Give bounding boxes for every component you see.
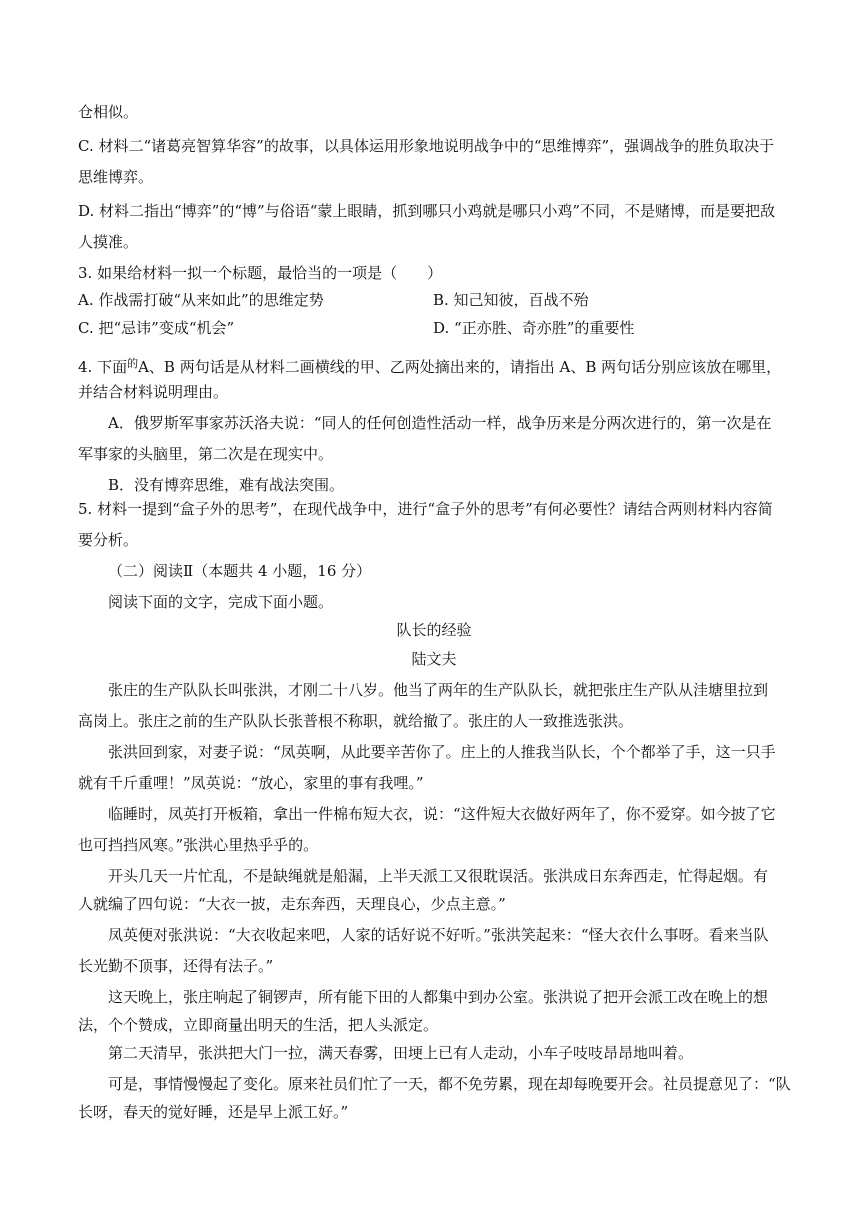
paragraph-line: 临睡时，凤英打开板箱，拿出一件棉布短大衣，说：“这件短大衣做好两年了，你不爱穿。如今披了它 <box>108 805 776 823</box>
question-4 <box>78 354 868 377</box>
option-c-text: C. 材料二“诸葛亮智算华容”的故事，以具体运用形象地说明战争中的“思维博弈”，强调战争的胜负取决于 <box>78 137 775 155</box>
question-5: 5. 材料一提到“盒子外的思考”，在现代战争中，进行“盒子外的思考”有何必要性？请结合两则材料内容简 <box>78 500 773 518</box>
paragraph-line: 也可挡挡风寒。”张洪心里热乎乎的。 <box>78 836 319 854</box>
sentence-b: B．没有博弈思维，难有战法突围。 <box>108 476 345 494</box>
text-line: 要分析。 <box>78 531 139 549</box>
paragraph-line: 长光勤不顶事，还得有法子。” <box>78 957 274 975</box>
story-author: 陆文夫 <box>411 650 457 668</box>
q3-option-a: A. 作战需打破“从来如此”的思维定势 <box>78 291 324 309</box>
text-line: 并结合材料说明理由。 <box>78 383 229 401</box>
paragraph-line: 第二天清早，张洪把大门一拉，满天春雾，田埂上已有人走动，小车子吱吱昂昂地叫着。 <box>108 1044 694 1062</box>
sentence-a: A．俄罗斯军事家苏沃洛夫说：“同人的任何创造性活动一样，战争历来是分两次进行的，第一次是在 <box>108 414 772 432</box>
paragraph-line: 张庄的生产队队长叫张洪，才刚二十八岁。他当了两年的生产队队长，就把张庄生产队从洼塘里拉到 <box>108 681 769 699</box>
question-4-number: 4. 下面 <box>78 358 128 376</box>
question-4-raised-char: 的 <box>127 357 139 370</box>
paragraph-line: 法，个个赞成，立即商量出明天的生活，把人头派定。 <box>78 1016 439 1034</box>
q3-option-b: B. 知己知彼，百战不殆 <box>433 291 589 309</box>
text-line: 仓相似。 <box>78 103 139 121</box>
text-line: 思维博弈。 <box>78 168 154 186</box>
section-heading: （二）阅读Ⅱ（本题共 4 小题，16 分） <box>108 562 372 580</box>
question-3: 3. 如果给材料一拟一个标题，最恰当的一项是（ ） <box>78 264 443 282</box>
story-title: 队长的经验 <box>396 621 472 639</box>
paragraph-line: 人就编了四句说：“大衣一披，走东奔西，天理良心，少点主意。” <box>78 895 506 913</box>
paragraph-line: 长呀，春天的觉好睡，还是早上派工好。” <box>78 1103 349 1121</box>
q3-option-c: C. 把“忌讳”变成“机会” <box>78 319 235 337</box>
question-4-text: A、B 两句话是从材料二画横线的甲、乙两处摘出来的，请指出 A、B 两句话分别应该放在哪里， <box>138 358 782 376</box>
paragraph-line: 这天晚上，张庄响起了铜锣声，所有能下田的人都集中到办公室。张洪说了把开会派工改在晚上的想 <box>108 988 769 1006</box>
text-line: 军事家的头脑里，第二次是在现实中。 <box>78 445 334 463</box>
paragraph-line: 就有千斤重哩！”凤英说：“放心，家里的事有我哩。” <box>78 774 424 792</box>
q3-option-d: D. “正亦胜、奇亦胜”的重要性 <box>433 319 635 337</box>
paragraph-line: 凤英便对张洪说：“大衣收起来吧，人家的话好说不好听。”张洪笑起来：“怪大衣什么事呀。看来当队 <box>108 926 769 944</box>
paragraph-line: 可是，事情慢慢起了变化。原来社员们忙了一天，都不免劳累，现在却每晚要开会。社员提意见了：“队 <box>108 1075 791 1093</box>
paragraph-line: 开头几天一片忙乱，不是缺绳就是船漏，上半天派工又很耽误活。张洪成日东奔西走，忙得起烟。有 <box>108 867 769 885</box>
paragraph-line: 高岗上。张庄之前的生产队队长张普根不称职，就给撤了。张庄的人一致推选张洪。 <box>78 712 634 730</box>
paragraph-line: 张洪回到家，对妻子说：“凤英啊，从此要辛苦你了。庄上的人推我当队长，个个都举了手，这一只手 <box>108 743 776 761</box>
text-line: 人摸准。 <box>78 233 139 251</box>
option-d-text: D. 材料二指出“博弈”的“博”与俗语“蒙上眼睛，抓到哪只小鸡就是哪只小鸡”不同，不是赌博，而是要把敌 <box>78 202 776 220</box>
instruction: 阅读下面的文字，完成下面小题。 <box>108 593 334 611</box>
